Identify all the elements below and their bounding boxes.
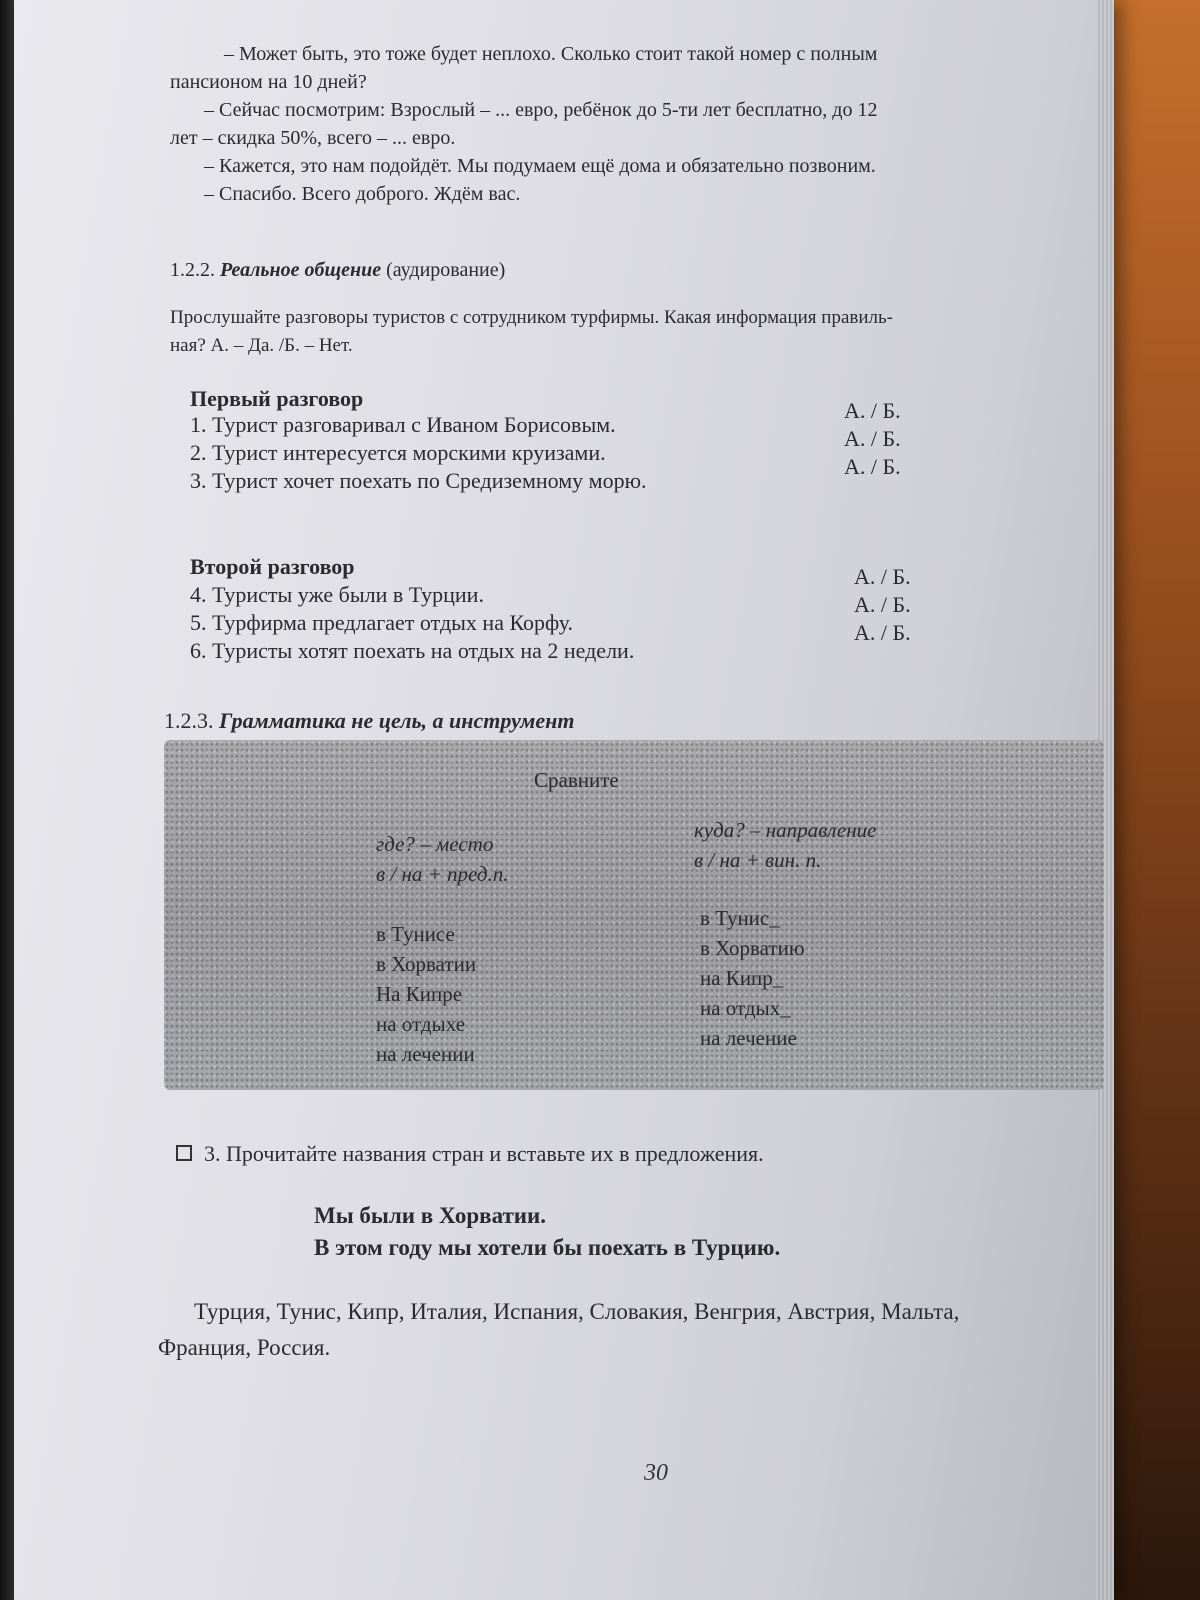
statement-item: 3. Турист хочет поехать по Средиземному морю. <box>190 468 647 493</box>
dialogue-line: – Спасибо. Всего доброго. Ждём вас. <box>204 183 521 205</box>
statement-item: 5. Турфирма предлагает отдых на Корфу. <box>190 610 574 635</box>
conversation-heading: Второй разговор <box>190 554 355 579</box>
page-number: 30 <box>644 1460 668 1486</box>
right-column-rule: в / на + вин. п. <box>694 848 822 872</box>
dialogue-line: – Сейчас посмотрим: Взрослый – ... евро, ребёнок до 5-ти лет бесплатно, до 12 <box>204 99 878 121</box>
left-example: в Хорватии <box>376 952 477 976</box>
example-sentence: В этом году мы хотели бы поехать в Турцию. <box>314 1235 781 1260</box>
left-example: в Тунисе <box>376 922 455 946</box>
left-example: на лечении <box>376 1042 475 1066</box>
answer-option: А. / Б. <box>844 454 901 479</box>
exercise-square-icon <box>176 1145 192 1161</box>
answer-option: А. / Б. <box>854 620 911 645</box>
answer-option: А. / Б. <box>854 592 911 617</box>
grammar-compare-box <box>164 740 1104 1090</box>
conversation-heading: Первый разговор <box>190 386 364 411</box>
statement-item: 2. Турист интересуется морскими круизами. <box>190 440 606 465</box>
right-example: на отдых_ <box>700 996 791 1020</box>
answer-option: А. / Б. <box>844 398 901 423</box>
section-heading-123 <box>164 710 574 732</box>
left-column-heading: где? – место <box>376 832 494 856</box>
right-column-heading: куда? – направление <box>694 818 877 842</box>
statement-item: 4. Туристы уже были в Турции. <box>190 582 484 607</box>
dialogue-line: пансионом на 10 дней? <box>170 71 367 93</box>
section-number: 1.2.3. <box>164 708 214 733</box>
section-title: Грамматика не цель, а инструмент <box>219 708 575 733</box>
box-title: Сравните <box>534 768 619 792</box>
right-example: в Тунис_ <box>700 906 780 930</box>
example-sentence: Мы были в Хорватии. <box>314 1203 547 1228</box>
country-list: Турция, Тунис, Кипр, Италия, Испания, Словакия, Венгрия, Австрия, Мальта, <box>194 1299 960 1324</box>
answer-option: А. / Б. <box>844 426 901 451</box>
section-subtitle: (аудирование) <box>386 259 506 281</box>
instruction-line: Прослушайте разговоры туристов с сотрудником турфирмы. Какая информация правиль- <box>170 307 893 328</box>
section-heading-122 <box>170 260 505 280</box>
dialogue-line: – Может быть, это тоже будет неплохо. Сколько стоит такой номер с полным <box>224 43 878 65</box>
answer-option: А. / Б. <box>854 564 911 589</box>
left-example: На Кипре <box>376 982 463 1006</box>
right-example: на лечение <box>700 1026 797 1050</box>
right-example: в Хорватию <box>700 936 805 960</box>
left-column-rule: в / на + пред.п. <box>376 862 509 886</box>
left-example: на отдыхе <box>376 1012 466 1036</box>
dialogue-line: лет – скидка 50%, всего – ... евро. <box>170 127 456 149</box>
instruction-line: ная? А. – Да. /Б. – Нет. <box>170 335 353 356</box>
dialogue-line: – Кажется, это нам подойдёт. Мы подумаем ещё дома и обязательно позвоним. <box>204 155 876 177</box>
country-list: Франция, Россия. <box>158 1335 331 1360</box>
statement-item: 1. Турист разговаривал с Иваном Борисовым. <box>190 412 616 437</box>
section-title: Реальное общение <box>220 259 382 281</box>
book-page <box>14 0 1114 1600</box>
right-example: на Кипр_ <box>700 966 784 990</box>
statement-item: 6. Туристы хотят поехать на отдых на 2 недели. <box>190 638 635 663</box>
section-number: 1.2.2. <box>170 259 215 281</box>
exercise-title: 3. Прочитайте названия стран и вставьте их в предложения. <box>204 1141 764 1166</box>
